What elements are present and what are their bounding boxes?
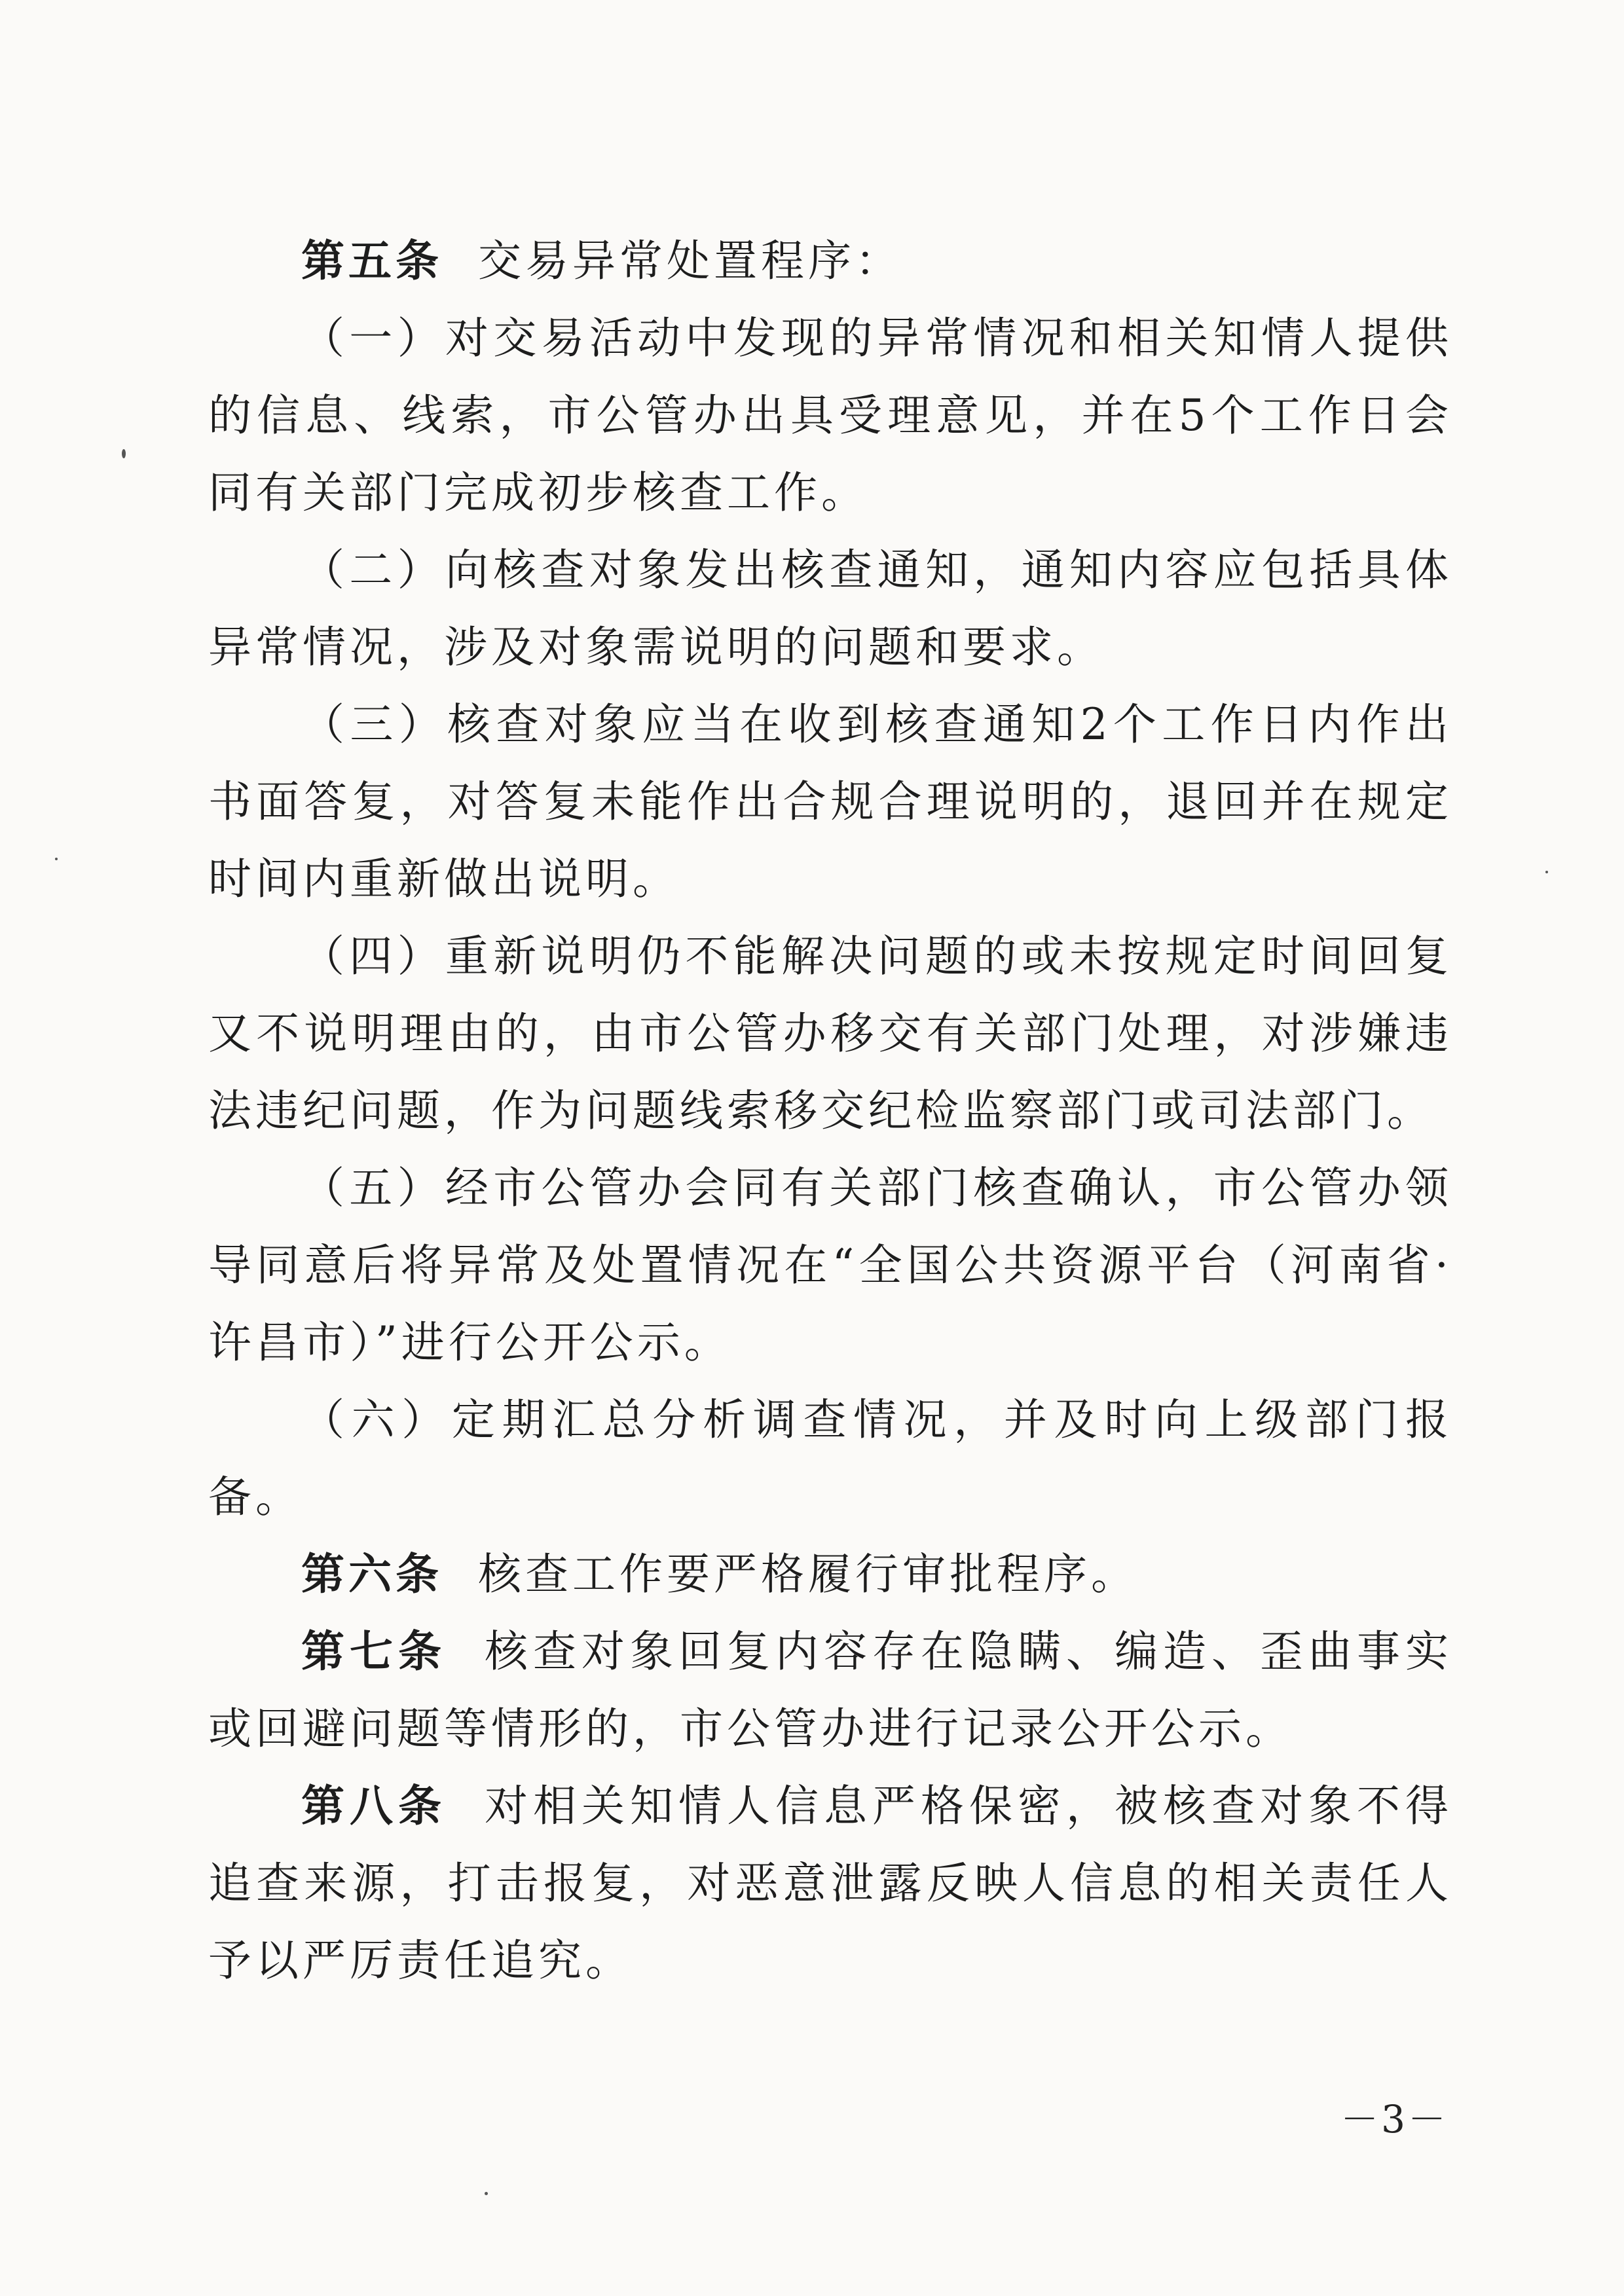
clause-3 xyxy=(208,686,1452,918)
article-text: 核查对象回复内容存在隐瞒、编造、歪曲事实或回避问题等情形的，市公管办进行记录公开公示。 xyxy=(208,1626,1453,1754)
clause-6 xyxy=(208,1381,1452,1536)
clause-text: （三）核查对象应当在收到核查通知2个工作日内作出书面答复，对答复未能作出合规合理说明的，退回并在规定时间内重新做出说明。 xyxy=(208,699,1452,904)
article-text: 对相关知情人信息严格保密，被核查对象不得追查来源，打击报复，对恶意泄露反映人信息的相关责任人予以严厉责任追究。 xyxy=(208,1781,1453,1986)
clause-text: （五）经市公管办会同有关部门核查确认，市公管办领导同意后将异常及处置情况在“全国公共资源平台（河南省·许昌市）”进行公开公示。 xyxy=(208,1163,1452,1368)
article-8 xyxy=(208,1768,1452,1999)
scan-speck xyxy=(122,449,126,458)
clause-5 xyxy=(208,1150,1452,1381)
article-heading: 第七条 xyxy=(301,1626,447,1677)
article-5 xyxy=(208,223,1452,300)
clause-text: （四）重新说明仍不能解决问题的或未按规定时间回复又不说明理由的，由市公管办移交有关部门处理，对涉嫌违法违纪问题，作为问题线索移交纪检监察部门或司法部门。 xyxy=(208,931,1452,1136)
clause-text: （二）向核查对象发出核查通知，通知内容应包括具体异常情况，涉及对象需说明的问题和要求。 xyxy=(208,545,1452,672)
article-6 xyxy=(208,1536,1452,1613)
document-body xyxy=(208,223,1452,1999)
scan-speck xyxy=(55,858,58,860)
article-heading: 第八条 xyxy=(301,1781,447,1831)
clause-text: （一）对交易活动中发现的异常情况和相关知情人提供的信息、线索，市公管办出具受理意见，并在5个工作日会同有关部门完成初步核查工作。 xyxy=(208,313,1452,518)
page-number: －3－ xyxy=(1340,2097,1449,2141)
clause-1 xyxy=(208,300,1452,532)
article-heading: 第五条 xyxy=(301,236,443,286)
article-text: 交易异常处置程序： xyxy=(477,236,902,286)
article-7 xyxy=(208,1613,1452,1768)
scan-speck xyxy=(485,2192,488,2195)
scan-speck xyxy=(1545,871,1548,873)
clause-4 xyxy=(208,918,1452,1150)
clause-2 xyxy=(208,532,1452,686)
article-text: 核查工作要严格履行审批程序。 xyxy=(477,1549,1138,1599)
clause-text: （六）定期汇总分析调查情况，并及时向上级部门报备。 xyxy=(208,1394,1452,1522)
article-heading: 第六条 xyxy=(301,1549,443,1599)
